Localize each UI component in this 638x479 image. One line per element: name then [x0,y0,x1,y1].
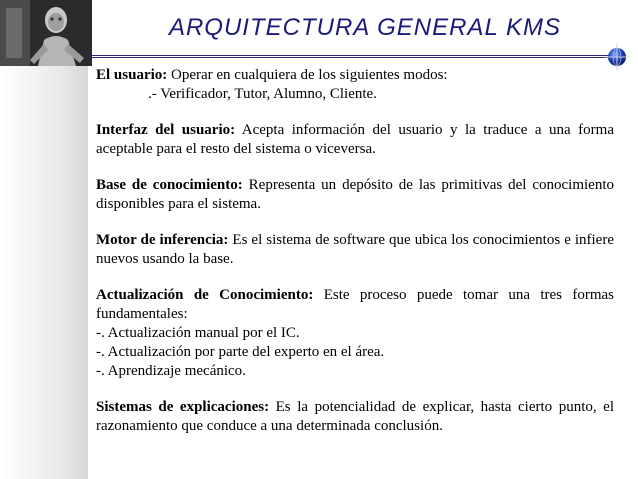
side-strip [0,0,88,479]
robot-figure-graphic [0,0,92,66]
usuario-line [96,66,614,85]
text-interfaz: Acepta información del usuario y la traduce a una forma aceptable para el resto del sistema o viceversa. [96,122,614,157]
list-item: -. Aprendizaje mecánico. [96,363,246,379]
actualizacion-line [96,286,614,324]
text-explicaciones: Es la potencialidad de explicar, hasta cierto punto, el razonamiento que conduce a una determinada conclusión. [96,399,614,434]
term-interfaz: Interfaz del usuario: [96,122,236,138]
text-usuario: Operar en cualquiera de los siguientes modos: [167,67,448,83]
list-item: -. Actualización por parte del experto en el área. [96,344,385,360]
section-base [96,176,614,214]
base-line [96,176,614,214]
text-motor: Es el sistema de software que ubica los conocimientos e infiere nuevos usando la base. [96,232,614,267]
section-actualizacion [96,286,614,381]
section-usuario [96,66,614,104]
robot-figure-image [0,0,92,66]
term-base: Base de conocimiento: [96,177,243,193]
explicaciones-line [96,398,614,436]
section-motor [96,231,614,269]
term-actualizacion: Actualización de Conocimiento: [96,287,314,303]
usuario-modes: .- Verificador, Tutor, Alumno, Cliente. [148,86,377,102]
content [96,66,614,453]
header-divider [92,55,612,58]
section-explicaciones [96,398,614,436]
section-interfaz [96,121,614,159]
motor-line [96,231,614,269]
term-motor: Motor de inferencia: [96,232,229,248]
interfaz-line [96,121,614,159]
list-item: -. Actualización manual por el IC. [96,325,300,341]
text-actualizacion: Este proceso puede tomar una tres formas fundamentales: [96,287,615,322]
slide-title: ARQUITECTURA GENERAL KMS [168,14,562,41]
term-explicaciones: Sistemas de explicaciones: [96,399,270,415]
term-usuario: El usuario: [96,67,168,83]
text-base: Representa un depósito de las primitivas del conocimiento disponibles para el sistema. [96,177,614,212]
